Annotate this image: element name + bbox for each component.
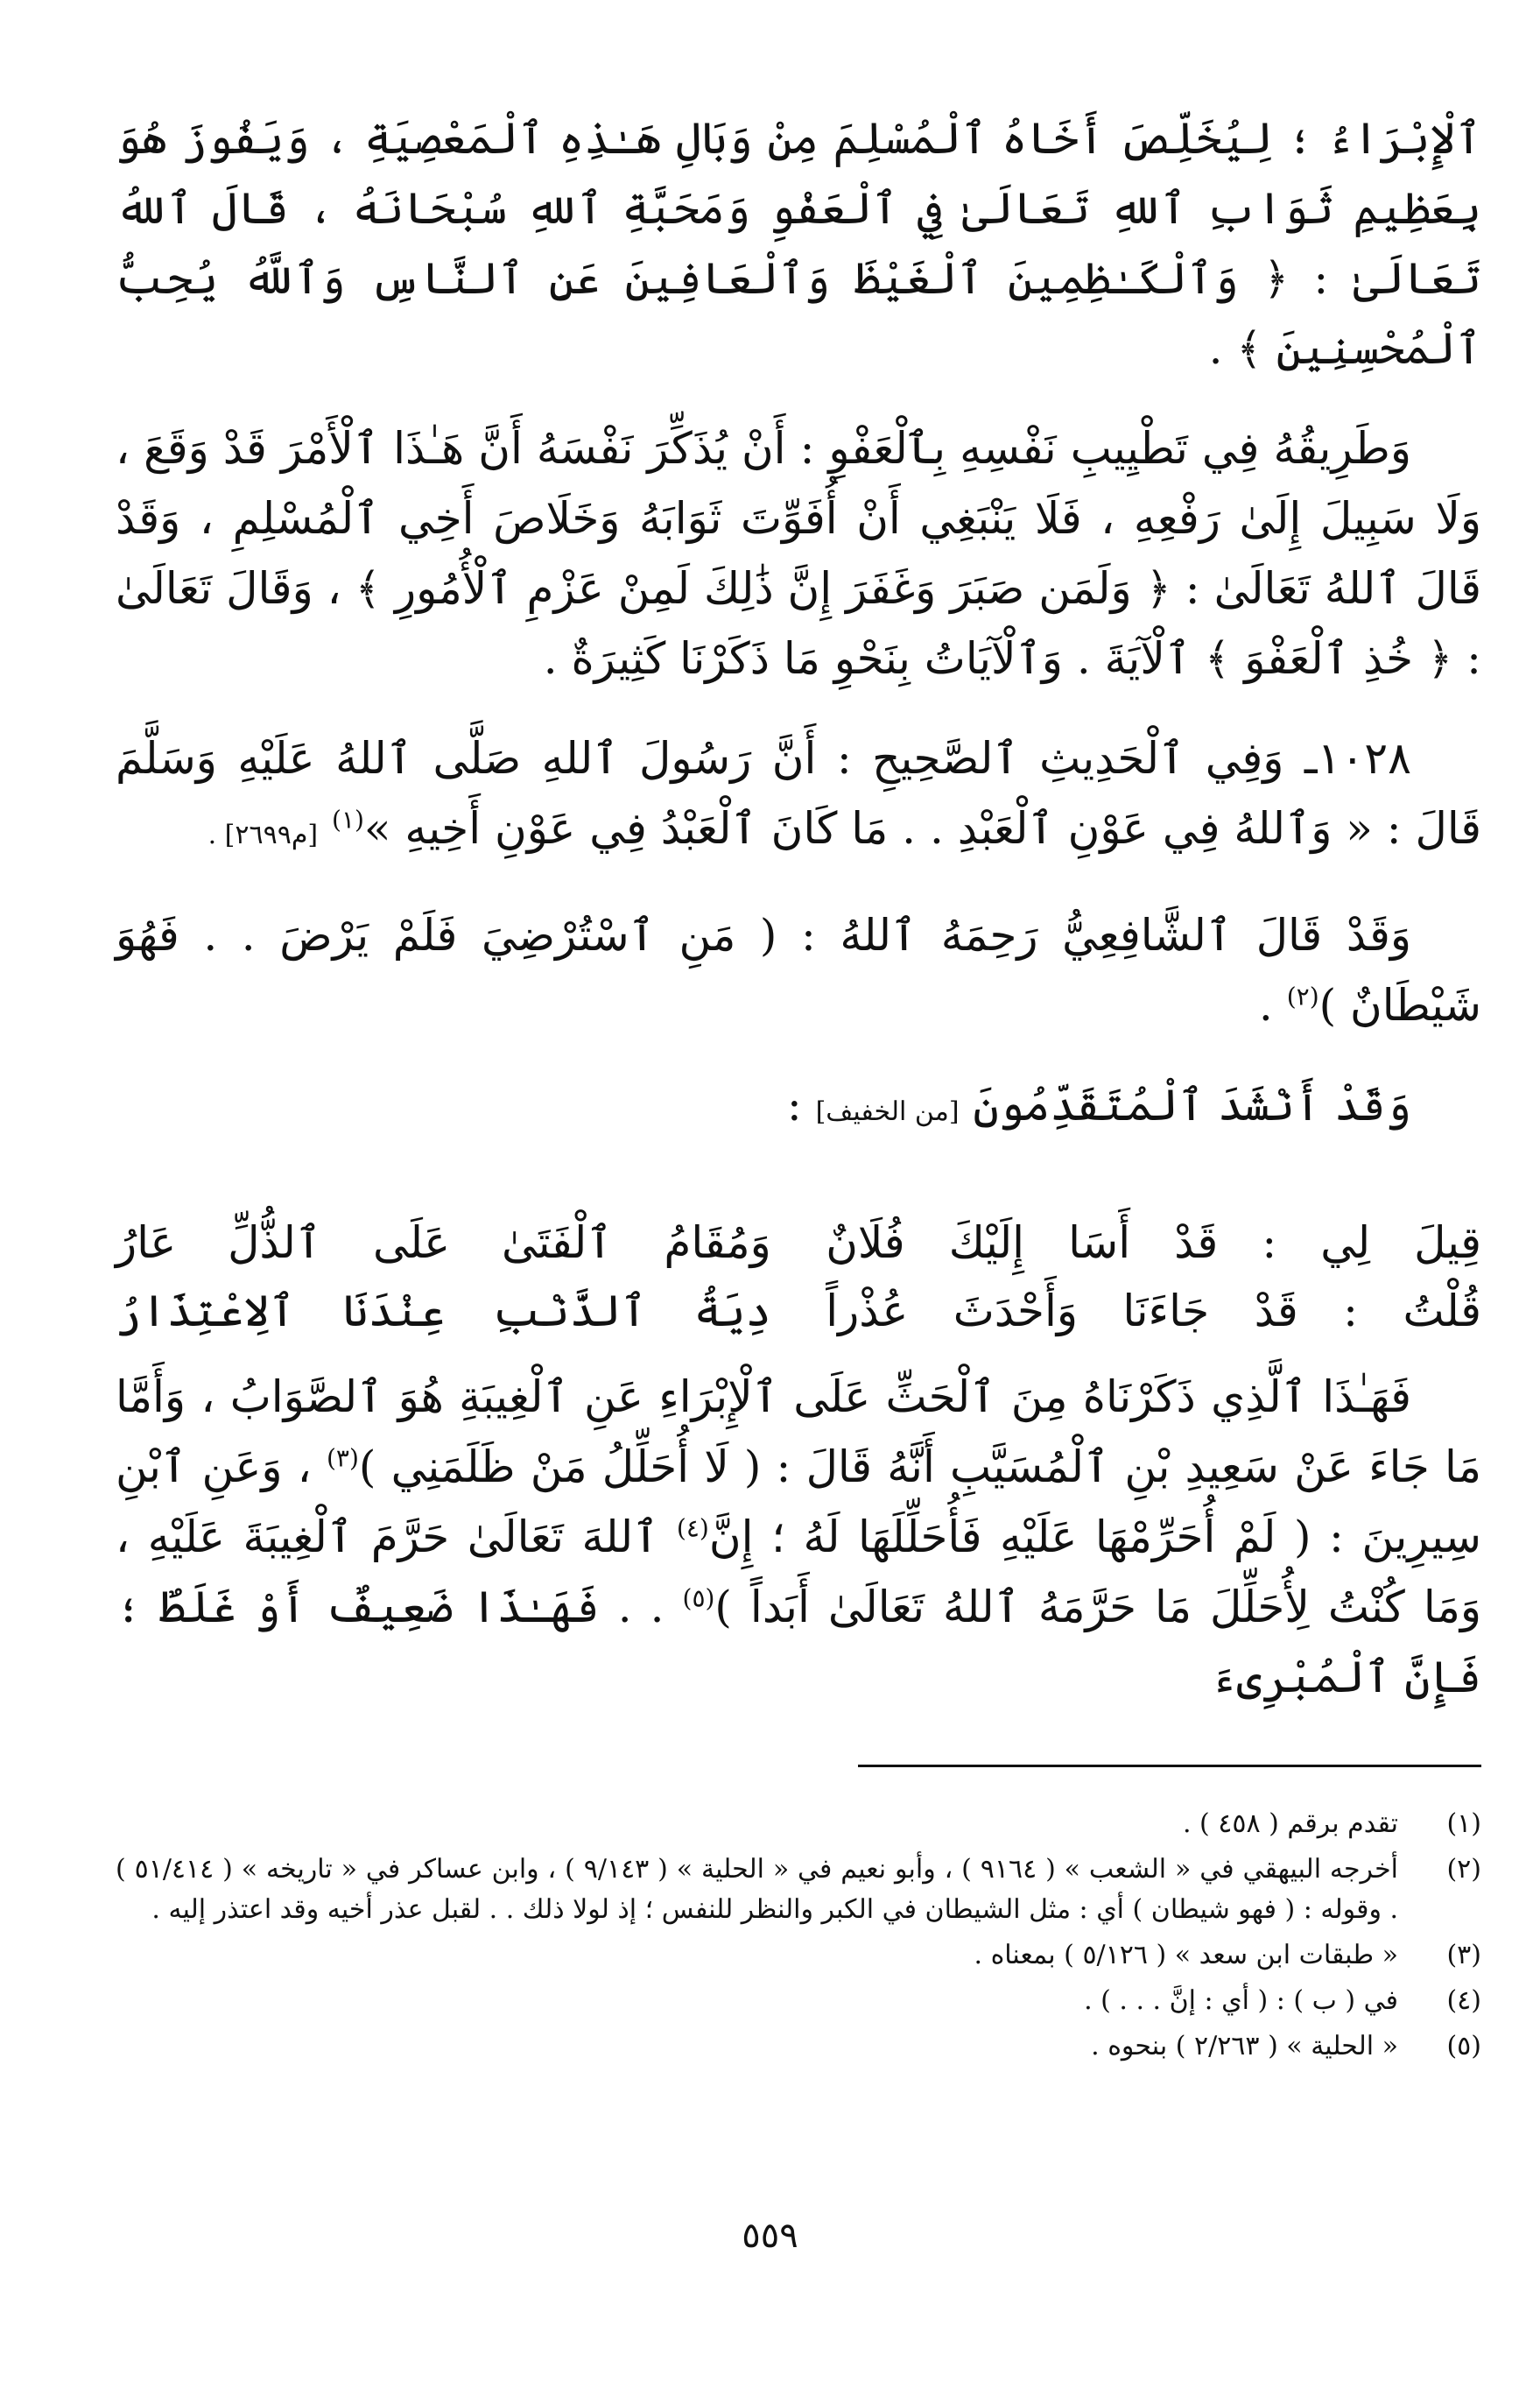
footnote-text: في ( ب ) : ( أي : إنَّ . . . ) . xyxy=(1084,1985,1398,2016)
footnote-text: « طبقات ابن سعد » ( ٥/١٢٦ ) بمعناه . xyxy=(974,1940,1398,1970)
poem-verses xyxy=(116,1209,1481,1345)
paragraph-hadith-1028 xyxy=(116,723,1481,870)
hadith-reference: [م٢٦٩٩] . xyxy=(207,820,319,850)
footnote-text: « الحلية » ( ٢/٢٦٣ ) بنحوه . xyxy=(1091,2031,1398,2061)
footnote-5 xyxy=(116,2026,1481,2067)
text-segment: . . فَهَـٰذَا ضَعِيفٌ أَوْ غَلَطٌ ؛ فَإِنَّ ٱلْمُبْرِىءَ xyxy=(116,1582,1481,1702)
footnote-ref-5: (٥) xyxy=(682,1583,715,1613)
paragraph-method: وَطَرِيقُهُ فِي تَطْيِيبِ نَفْسِهِ بِٱلْعَفْوِ : أَنْ يُذَكِّرَ نَفْسَهُ أَنَّ هَـٰذَا ٱلْأَمْرَ قَدْ وَقَعَ ، وَلَا سَبِيلَ إِلَىٰ رَفْعِهِ ، فَلَا يَنْبَغِي أَنْ أُفَوِّتَ ثَوَابَهُ وَخَلَاصَ أَخِي ٱلْمُسْلِمِ ، وَقَدْ قَالَ ٱللهُ تَعَالَىٰ : ﴿ وَلَمَن صَبَرَ وَغَفَرَ إِنَّ ذَٰلِكَ لَمِنْ عَزْمِ ٱلْأُمُورِ ﴾ ، وَقَالَ تَعَالَىٰ : ﴿ خُذِ ٱلْعَفْوَ ﴾ ٱلْآيَةَ . وَٱلْآيَاتُ بِنَحْوِ مَا ذَكَرْنَا كَثِيرَةٌ . xyxy=(116,423,1481,684)
sentence-end: : xyxy=(786,1080,816,1131)
footnote-number: (٥) xyxy=(1446,2031,1481,2061)
footnote-3 xyxy=(116,1935,1481,1976)
main-text-continued xyxy=(116,1362,1481,1742)
footnote-4 xyxy=(116,1981,1481,2021)
shafii-quote: وَقَدْ قَالَ ٱلشَّافِعِيُّ رَحِمَهُ ٱللهُ : ( مَنِ ٱسْتُرْضِيَ فَلَمْ يَرْضَ . . فَهُوَ شَيْطَانٌ ) xyxy=(116,910,1481,1031)
footnote-1 xyxy=(116,1804,1481,1844)
footnote-2 xyxy=(116,1850,1481,1930)
meter-label: [من الخفيف] xyxy=(815,1096,960,1127)
verse-line-2 xyxy=(116,1277,1481,1345)
verse-line-1 xyxy=(116,1209,1481,1277)
footnote-number: (١) xyxy=(1446,1808,1481,1839)
paragraph-ibn-musayyib xyxy=(116,1362,1481,1712)
sentence-end: . xyxy=(1258,980,1287,1031)
footnote-number: (٣) xyxy=(1446,1940,1481,1970)
footnotes xyxy=(116,1804,1481,2072)
paragraph-forgiveness: ٱلْإِبْرَاءُ ؛ لِيُخَلِّصَ أَخَاهُ ٱلْمُسْلِمَ مِنْ وَبَالِ هَـٰذِهِ ٱلْمَعْصِيَةِ ، وَيَفُوزَ هُوَ بِعَظِيمِ ثَوَابِ ٱللهِ تَعَالَىٰ فِي ٱلْعَفْوِ وَمَحَبَّةِ ٱللهِ سُبْحَانَهُ ، قَالَ ٱللهُ تَعَالَىٰ : ﴿ وَٱلْكَـٰظِمِينَ ٱلْغَيْظَ وَٱلْعَافِينَ عَنِ ٱلنَّاسِ وَٱللَّهُ يُحِبُّ ٱلْمُحْسِنِينَ ﴾ . xyxy=(116,113,1481,374)
main-text xyxy=(116,103,1481,1177)
verse-1-first-hemistich: قِيلَ لِي : قَدْ أَسَا إِلَيْكَ فُلَانٌ xyxy=(826,1217,1481,1268)
paragraph-poetry-intro xyxy=(116,1070,1481,1147)
text-segment: ٱللهَ تَعَالَىٰ حَرَّمَ ٱلْغِيبَةَ عَلَيْهِ ، وَمَا كُنْتُ لِأُحَلِّلَ مَا حَرَّمَهُ ٱللهُ تَعَالَىٰ أَبَداً ) xyxy=(116,1512,1481,1632)
footnote-number: (٢) xyxy=(1446,1854,1481,1885)
footnote-ref-2: (٢) xyxy=(1286,982,1319,1011)
page-number: ٥٥٩ xyxy=(742,2216,798,2256)
poetry-intro-text: وَقَدْ أَنْشَدَ ٱلْمُتَقَدِّمُونَ xyxy=(973,1080,1411,1131)
footnote-text: تقدم برقم ( ٤٥٨ ) . xyxy=(1182,1808,1398,1839)
footnote-text: أخرجه البيهقي في « الشعب » ( ٩١٦٤ ) ، وأبو نعيم في « الحلية » ( ٩/١٤٣ ) ، وابن عساكر في « تاريخه » ( ٥١/٤١٤ ) . وقوله : ( فهو شيطان ) أي : مثل الشيطان في الكبر والنظر للنفس ؛ إذ لولا ذلك . . لقبل عذر أخيه وقد اعتذر إليه . xyxy=(116,1854,1398,1925)
verse-1-second-hemistich: وَمُقَامُ ٱلْفَتَىٰ عَلَى ٱلذُّلِّ عَارُ xyxy=(116,1217,771,1268)
footnote-divider xyxy=(858,1765,1481,1767)
paragraph-shafii xyxy=(116,900,1481,1040)
footnote-number: (٤) xyxy=(1446,1985,1481,2016)
text-segment: فَهَـٰذَا ٱلَّذِي ذَكَرْنَاهُ مِنَ ٱلْحَثِّ عَلَى ٱلْإِبْرَاءِ عَنِ ٱلْغِيبَةِ هُوَ ٱلصَّوَابُ ، وَأَمَّا مَا جَاءَ عَنْ سَعِيدِ بْنِ ٱلْمُسَيَّبِ أَنَّهُ قَالَ : ( لَا أُحَلِّلُ مَنْ ظَلَمَنِي ) xyxy=(116,1371,1481,1492)
text-segment: ، وَعَنِ ٱبْنِ سِيرِينَ : ( لَمْ أُحَرِّمْهَا عَلَيْهِ فَأُحَلِّلَهَا لَهُ ؛ إِنَّ xyxy=(116,1441,1481,1562)
verse-2-second-hemistich: دِيَةُ ٱلذَّنْبِ عِنْدَنَا ٱلِاعْتِذَارُ xyxy=(116,1286,771,1336)
verse-2-first-hemistich: قُلْتُ : قَدْ جَاءَنَا وَأَحْدَثَ عُذْراً xyxy=(826,1286,1481,1336)
footnote-ref-4: (٤) xyxy=(676,1513,709,1543)
hadith-text: ١٠٢٨ـ وَفِي ٱلْحَدِيثِ ٱلصَّحِيحِ : أَنَّ رَسُولَ ٱللهِ صَلَّى ٱللهُ عَلَيْهِ وَسَلَّمَ قَالَ : « وَٱللهُ فِي عَوْنِ ٱلْعَبْدِ . . مَا كَانَ ٱلْعَبْدُ فِي عَوْنِ أَخِيهِ » xyxy=(116,733,1481,854)
footnote-ref-1: (١) xyxy=(332,805,364,835)
footnote-ref-3: (٣) xyxy=(326,1443,359,1473)
